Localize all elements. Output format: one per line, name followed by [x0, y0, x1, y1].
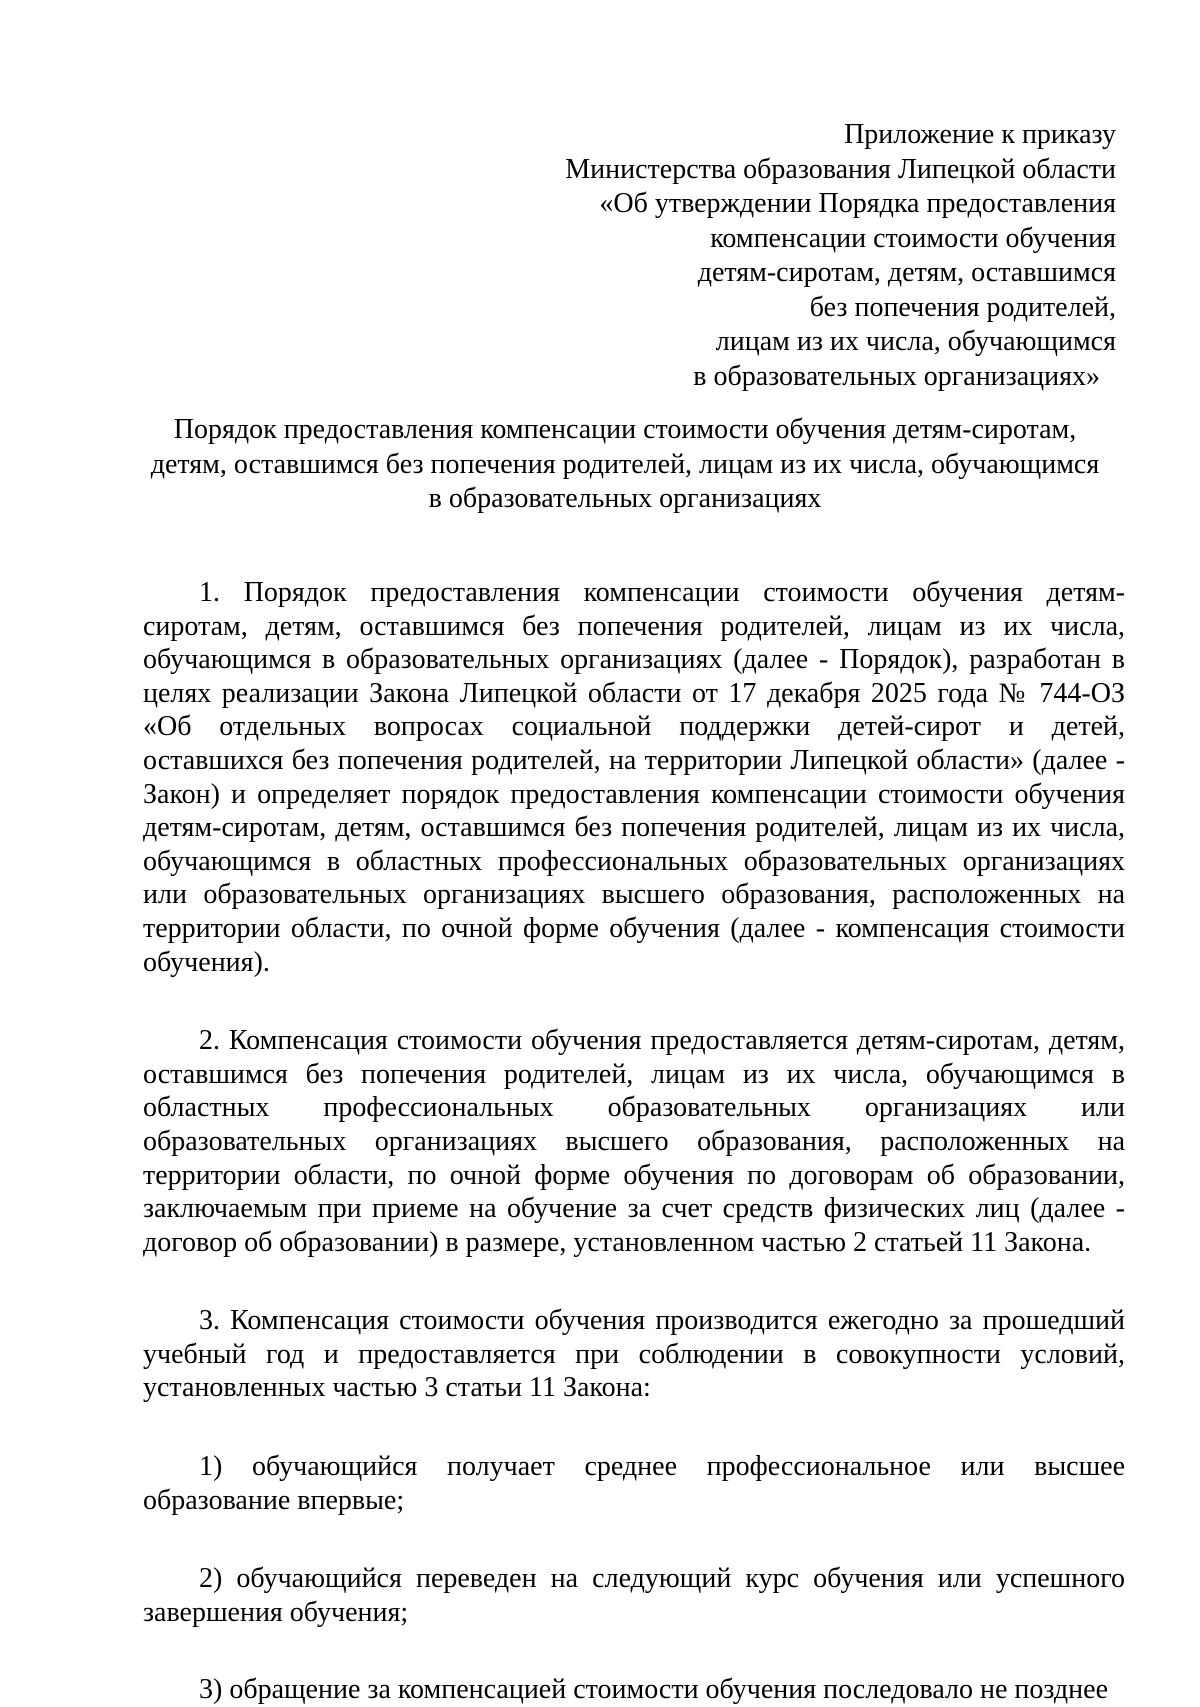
appendix-line: в образовательных организациях»	[693, 360, 1100, 392]
list-item-3: 3) обращение за компенсацией стоимости обучения последовало не позднее	[199, 1674, 1109, 1706]
appendix-header	[565, 118, 1116, 394]
document-body	[143, 576, 1125, 1707]
appendix-line: «Об утверждении Порядка предоставления	[599, 188, 1116, 219]
appendix-line: детям-сиротам, детям, оставшимся	[697, 257, 1116, 288]
title-line: в образовательных организациях	[428, 483, 822, 514]
document-title	[130, 413, 1120, 517]
paragraph-3: 3. Компенсация стоимости обучения производится ежегодно за прошедший учебный год и предоставляется при соблюдении в совокупности условий, установленных частью 3 статьи 11 Закона:	[143, 1305, 1125, 1404]
appendix-line: компенсации стоимости обучения	[710, 222, 1116, 254]
list-item-1: 1) обучающийся получает среднее профессиональное или высшее образование впервые;	[143, 1451, 1125, 1516]
title-line: Порядок предоставления компенсации стоимости обучения детям-сиротам,	[173, 414, 1077, 445]
appendix-line: без попечения родителей,	[809, 291, 1116, 323]
paragraph-1: 1. Порядок предоставления компенсации стоимости обучения детям-сиротам, детям, оставшимся без попечения родителей, лицам из их числа, обучающимся в образовательных организациях (далее - Порядок), разработан в целях реализации Закона Липецкой области от 17 декабря 2025 года № 744-ОЗ «Об отдельных вопросах социальной поддержки детей-сирот и детей, оставшихся без попечения родителей, на территории Липецкой области» (далее - Закон) и определяет порядок предоставления компенсации стоимости обучения детям-сиротам, детям, оставшимся без попечения родителей, лицам из их числа, обучающимся в областных профессиональных образовательных организациях или образовательных организациях высшего образования, расположенных на территории области, по очной форме обучения (далее - компенсация стоимости обучения).	[143, 577, 1125, 978]
paragraph-2: 2. Компенсация стоимости обучения предоставляется детям-сиротам, детям, оставшимся без попечения родителей, лицам из их числа, обучающимся в областных профессиональных образовательных организациях или образовательных организациях высшего образования, расположенных на территории области, по очной форме обучения по договорам об образовании, заключаемым при приеме на обучение за счет средств физических лиц (далее - договор об образовании) в размере, установленном частью 2 статьей 11 Закона.	[143, 1025, 1125, 1258]
appendix-line: лицам из их числа, обучающимся	[715, 326, 1116, 357]
list-item-2: 2) обучающийся переведен на следующий курс обучения или успешного завершения обучения;	[143, 1563, 1125, 1628]
title-line: детям, оставшимся без попечения родителей, лицам из их числа, обучающимся	[150, 448, 1100, 480]
appendix-line: Приложение к приказу	[844, 119, 1116, 150]
appendix-line: Министерства образования Липецкой области	[565, 153, 1116, 185]
